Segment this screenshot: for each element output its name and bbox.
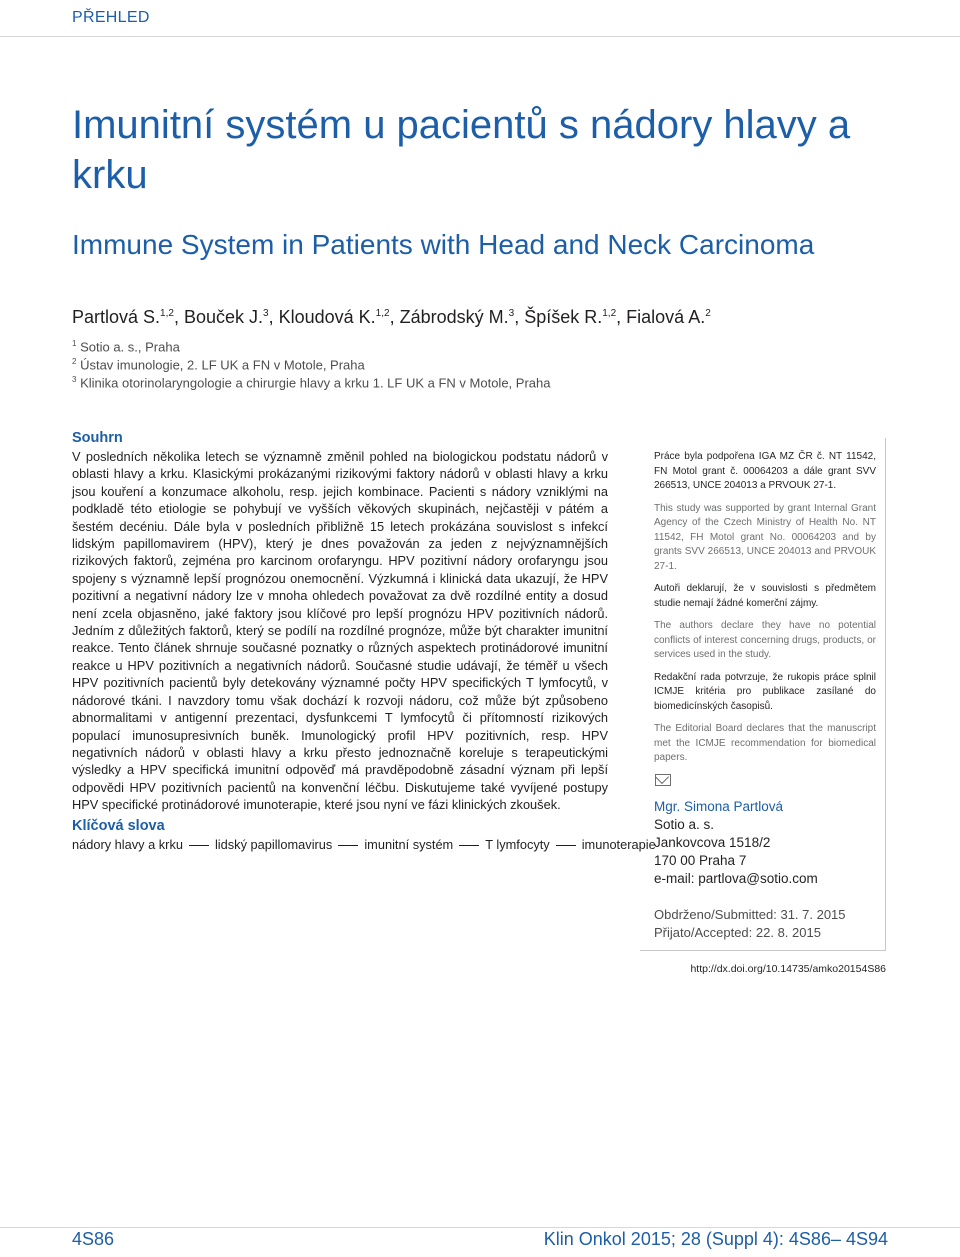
author-name: Partlová S. xyxy=(72,307,161,327)
keyword-separator xyxy=(189,845,209,846)
keyword: nádory hlavy a krku xyxy=(72,837,183,852)
author-name: Špíšek R. xyxy=(524,307,603,327)
author-affiliation-marker: 1,2 xyxy=(160,308,174,319)
author-name: Fialová A. xyxy=(626,307,706,327)
article-title: Imunitní systém u pacientů s nádory hlavy a krku xyxy=(72,103,851,197)
author-affiliation-marker: 3 xyxy=(508,308,515,319)
conflict-english: The authors declare they have no potential conflicts of interest concerning drugs, products, or services used in the study. xyxy=(654,620,876,660)
abstract-text: V posledních několika letech se významně změnil pohled na biologickou podstatu nádorů v oblasti hlavy a krku. Klasickými prokázanými rizikovými faktory nádorů v oblasti hlavy a krku jsou kouření a konzumace alkoholu, resp. jejich kombinace. Pacienti s nádory vzniklými na podkladě této etiologie se pohybují ve vyšších věkových skupinách, nejčastěji v pátém a šestém decéniu. Dále byla v posledních přibližně 15 letech prokázána souvislost s infekcí lidským papillomavirem (HPV), který je dnes považován za jeden z nejvýznamnějších rizikových faktorů, zejména pro karcinom orofaryngu. HPV pozitivní nádory orofaryngu jsou spojeny s významně lepší prognózou onemocnění. Výzkumná i klinická data ukazují, že HPV pozitivní a negativní nádory lze v mnoha ohledech považovat za dvě rozdílné entity a dosud není zcela objasněno, jaké faktory jsou klíčové pro lepší prognózu HPV pozitivních nádorů. Jedním z důležitých faktorů, který se podílí na rozdílné prognóze, může být charakter imunitní reakce. Tento článek shrnuje současné poznatky o různých aspektech protinádorové imunitní reakce u HPV pozitivních a negativních nádorů. Současné studie udávají, že téměř u všech HPV pozitivních pacientů byly detekovány významné počty HPV specifických T lymfocytů, v nádorové tkáni. I navzdory tomu však dochází k rozvoji nádoru, což může být způsobeno abnormalitami v antigenní prezentaci, dysfunkcemi T lymfocytů či přítomností rizikových populací imunosupresivních buněk. Imunologický profil HPV pozitivních, resp. HPV negativních nádorů v oblasti hlavy a krku přesto jednoznačně koreluje s terapeutickými výsledky a HPV specifická imunitní odpověď má pravděpodobně zásadní význam při lepší odpovědi HPV pozitivních pacientů na konvenční léčbu. Diskutujeme také vyvíjené postupy HPV specifické protinádorové imunoterapie, které jsou nyní ve fázi klinických zkoušek. xyxy=(72,449,608,813)
article-info-box xyxy=(640,438,886,951)
keyword-separator xyxy=(459,845,479,846)
journal-citation: Klin Onkol 2015; 28 (Suppl 4): 4S86– 4S94 xyxy=(543,1229,888,1249)
affiliation-3: $^3$ Klinika otorinolaryngologie a chirurgie hlavy a krku 1. LF UK a FN v Motole, Praha xyxy=(72,375,551,391)
author-name: Zábrodský M. xyxy=(399,307,509,327)
author-affiliation-marker: 1,2 xyxy=(602,308,617,319)
submission-dates xyxy=(654,906,876,942)
keywords-list xyxy=(72,837,656,852)
funding-english: This study was supported by grant Internal Grant Agency of the Czech Ministry of Health No. NT 11542, FH Motol grant No. 00064203 and by grants SVV 266513, UNCE 204013 and PRVOUK 27-1. xyxy=(654,502,876,572)
mail-icon xyxy=(655,774,671,786)
keyword-separator xyxy=(556,845,576,846)
keyword: imunitní systém xyxy=(364,837,454,852)
conflict-czech: Autoři deklarují, že v souvislosti s předmětem studie nemají žádné komerční zájmy. xyxy=(654,583,876,609)
contact-name: Mgr. Simona Partlová xyxy=(654,798,784,814)
accepted-date: Přijato/Accepted: 22. 8. 2015 xyxy=(654,924,821,940)
page-number: 4S86 xyxy=(72,1229,115,1249)
article-title-english: Immune System in Patients with Head and Neck Carcinoma xyxy=(72,229,815,260)
keyword: lidský papillomavirus xyxy=(214,837,333,852)
contact-organization: Sotio a. s. xyxy=(654,816,715,832)
author-name: Kloudová K. xyxy=(278,307,376,327)
abstract-heading: Souhrn xyxy=(72,430,123,446)
author-affiliation-marker: 3 xyxy=(263,308,269,319)
submitted-date: Obdrženo/Submitted: 31. 7. 2015 xyxy=(654,906,846,922)
keyword: T lymfocyty xyxy=(485,837,550,852)
article-info-content xyxy=(654,450,876,942)
contact-street: Jankovcova 1518/2 xyxy=(654,834,771,850)
keyword: imunoterapie xyxy=(581,837,656,852)
affiliation-2: $^2$ Ústav imunologie, 2. LF UK a FN v Motole, Praha xyxy=(72,357,365,373)
section-label: PŘEHLED xyxy=(72,9,150,26)
doi-link[interactable]: http://dx.doi.org/10.14735/amko20154S86 xyxy=(690,963,886,975)
icmje-czech: Redakční rada potvrzuje, že rukopis práce splnil ICMJE kritéria pro publikace zasílané do biomedicínských časopisů. xyxy=(654,671,876,712)
author-name: Bouček J. xyxy=(183,307,264,327)
author-affiliation-marker: 1,2 xyxy=(375,308,390,319)
footer-divider xyxy=(0,1227,960,1228)
top-divider xyxy=(0,36,960,37)
keywords-section xyxy=(72,818,656,852)
author-list: Partlová S.$^{1,2}$, Bouček J.$^3$, Kloudová K.$^{1,2}$, Zábrodský M.$^3$, Špíšek R.$^{1,2}$, Fialová A.$^2$ xyxy=(72,307,711,327)
affiliation-1: $^1$ Sotio a. s., Praha xyxy=(72,339,180,355)
author-affiliation-marker: 2 xyxy=(705,308,711,319)
icmje-english: The Editorial Board declares that the manuscript met the ICMJE recommendation for biomedical papers. xyxy=(654,723,876,763)
keywords-heading: Klíčová slova xyxy=(72,818,165,834)
abstract xyxy=(72,430,608,814)
contact-email[interactable]: e-mail: partlova@sotio.com xyxy=(654,870,818,886)
funding-czech: Práce byla podpořena IGA MZ ČR č. NT 11542, FN Motol grant č. 00064203 a dále grant SVV 266513, UNCE 204013 a PRVOUK 27-1. xyxy=(654,451,876,491)
contact-city: 170 00 Praha 7 xyxy=(654,852,747,868)
keyword-separator xyxy=(338,845,358,846)
